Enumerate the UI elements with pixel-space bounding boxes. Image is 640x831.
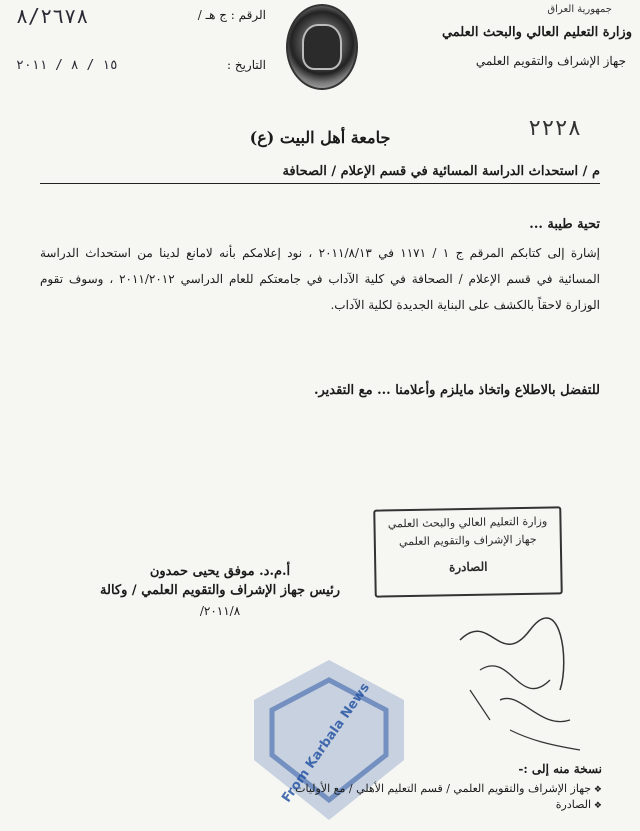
authority-name: جهاز الإشراف والتقويم العلمي	[475, 54, 626, 68]
reference-label: الرقم : ج هـ /	[197, 8, 266, 22]
emblem-icon	[302, 24, 342, 70]
signature-date: ٢٠١١/٨/	[199, 604, 241, 618]
stamp-authority: جهاز الإشراف والتقويم العلمي	[398, 532, 537, 549]
copies-section	[222, 762, 602, 814]
subject-line: م / استحداث الدراسة المسائية في قسم الإعلام / الصحافة	[40, 164, 600, 184]
signatory-title: رئيس جهاز الإشراف والتقويم العلمي / وكالة	[100, 583, 340, 598]
signatory-name: أ.م.د. موفق يحيى حمدون	[149, 564, 291, 579]
closing-line: للتفضل بالاطلاع واتخاذ مايلزم وأعلامنا ... مع التقدير.	[313, 383, 600, 398]
copy-recipient: ❖ الصادرة	[222, 798, 602, 811]
handwritten-margin-note: ٢٢٢٨	[528, 116, 581, 141]
stamp-label: الصادرة	[448, 559, 488, 575]
signatory-block	[60, 564, 380, 618]
signature-scribble	[440, 600, 600, 760]
stamp-ministry: وزارة التعليم العالي والبحث العلمي	[387, 514, 548, 531]
ministry-name: وزارة التعليم العالي والبحث العلمي	[441, 25, 632, 40]
ministry-emblem	[286, 4, 358, 90]
copy-recipient: ❖ جهاز الإشراف والتقويم العلمي / قسم التعليم الأهلي / مع الأوليات	[222, 782, 602, 795]
letter-body: إشارة إلى كتابكم المرقم ج ١ / ١١٧١ في ٢٠١١/٨/١٣ ، نود إعلامكم بأنه لامانع لدينا من استحداث الدراسة المسائية في قسم الإعلام / الصحافة في كلية الآداب في جامعتكم للعام الدراسي ٢٠١١/٢٠١٢ ، وسوف تقوم الوزارة لاحقاً بالكشف على البناية الجديدة لكلية الآداب.	[40, 246, 601, 312]
date-label: التاريخ :	[226, 58, 266, 72]
country-name: جمهورية العراق	[547, 4, 612, 15]
letter-date	[16, 58, 266, 73]
outgoing-stamp	[373, 506, 563, 597]
greeting: تحية طيبة ...	[529, 217, 600, 232]
watermark-text: From Karbala News	[279, 680, 374, 806]
copies-list	[222, 782, 602, 811]
reference-number	[16, 4, 266, 28]
copies-title: نسخة منه إلى :-	[518, 762, 602, 776]
reference-value: ٨/٢٦٧٨	[16, 4, 89, 28]
recipient: جامعة أهل البيت (ع)	[249, 128, 391, 147]
ministry-header	[402, 4, 632, 68]
date-value: ١٥ / ٨ / ٢٠١١	[16, 58, 118, 73]
